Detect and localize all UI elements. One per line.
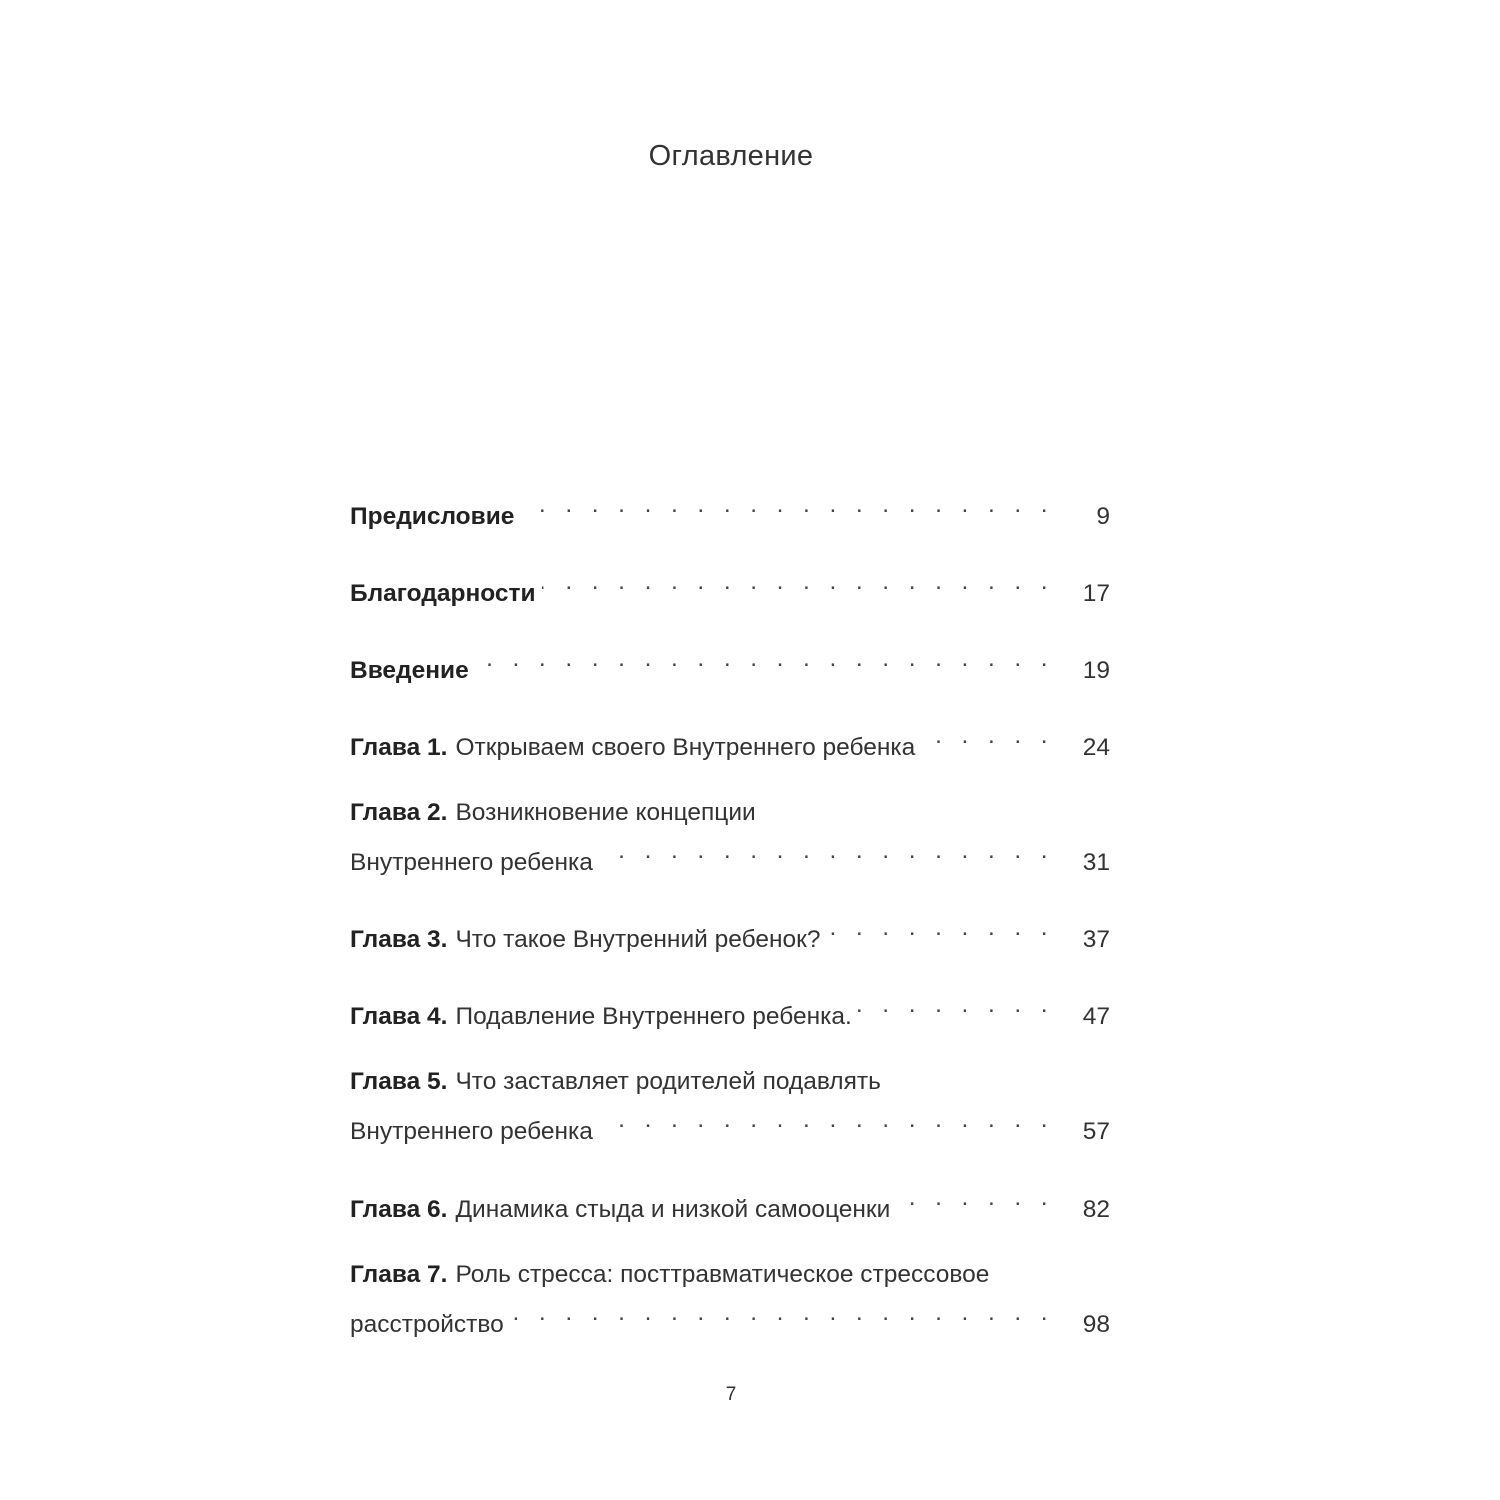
dot-leader (475, 640, 1054, 678)
toc-chapter-label: Глава 7. (350, 1261, 448, 1288)
toc-page-number: 47 (1082, 1003, 1110, 1030)
toc-chapter-title: Подавление Внутреннего ребенка. (455, 1003, 852, 1030)
toc-chapter-title-continued: Внутреннего ребенка (350, 1118, 593, 1145)
toc-chapter-title-continued: Внутреннего ребенка (350, 849, 593, 876)
toc-page-number: 57 (1082, 1118, 1110, 1145)
dot-leader (896, 1179, 1054, 1217)
dot-leader (520, 486, 1054, 524)
toc-entry-chapter-4[interactable] (350, 986, 1110, 1030)
page-title: Оглавление (648, 140, 814, 172)
toc-chapter-label: Глава 1. (350, 734, 448, 761)
toc-chapter-title-continued: расстройство (350, 1311, 504, 1338)
toc-entry-chapter-3[interactable] (350, 909, 1110, 953)
toc-entry-label: Предисловие (350, 503, 515, 530)
toc-entry-chapter-7[interactable] (350, 1256, 1110, 1338)
toc-chapter-title: Что заставляет родителей подавлять (455, 1068, 881, 1095)
toc-page-number: 19 (1082, 657, 1110, 684)
dot-leader (599, 832, 1054, 870)
dot-leader (827, 909, 1055, 947)
toc-entry-chapter-6[interactable] (350, 1179, 1110, 1223)
toc-chapter-label: Глава 6. (350, 1196, 448, 1223)
toc-chapter-label: Глава 4. (350, 1003, 448, 1030)
page-footer-number: 7 (725, 1384, 737, 1405)
toc-entry-preface[interactable] (350, 486, 1110, 530)
toc-chapter-label: Глава 3. (350, 926, 448, 953)
toc-page-number: 98 (1082, 1311, 1110, 1338)
toc-entry-chapter-2[interactable] (350, 794, 1110, 876)
toc-entry-label: Введение (350, 657, 469, 684)
toc-page-number: 82 (1082, 1196, 1110, 1223)
toc-page-number: 17 (1082, 580, 1110, 607)
toc-chapter-label: Глава 2. (350, 799, 448, 826)
toc-chapter-title: Динамика стыда и низкой самооценки (455, 1196, 891, 1223)
toc-entry-label: Благодарности (350, 580, 536, 607)
toc-chapter-label: Глава 5. (350, 1068, 448, 1095)
toc-page-number: 31 (1082, 849, 1110, 876)
toc-chapter-title: Возникновение концепции (455, 799, 756, 826)
toc-page-number: 24 (1082, 734, 1110, 761)
toc-chapter-title: Что такое Внутренний ребенок? (455, 926, 821, 953)
dot-leader (542, 563, 1054, 601)
toc-page-number: 9 (1096, 503, 1110, 530)
toc-entry-chapter-1[interactable] (350, 717, 1110, 761)
toc-entry-introduction[interactable] (350, 640, 1110, 684)
dot-leader (510, 1294, 1054, 1332)
dot-leader (599, 1101, 1054, 1139)
toc-chapter-title: Роль стресса: посттравматическое стрессовое (455, 1261, 990, 1288)
toc-entry-acknowledgments[interactable] (350, 563, 1110, 607)
dot-leader (858, 986, 1054, 1024)
toc-entry-chapter-5[interactable] (350, 1063, 1110, 1145)
toc-chapter-title: Открываем своего Внутреннего ребенка (455, 734, 916, 761)
dot-leader (921, 717, 1054, 755)
toc-page-number: 37 (1082, 926, 1110, 953)
